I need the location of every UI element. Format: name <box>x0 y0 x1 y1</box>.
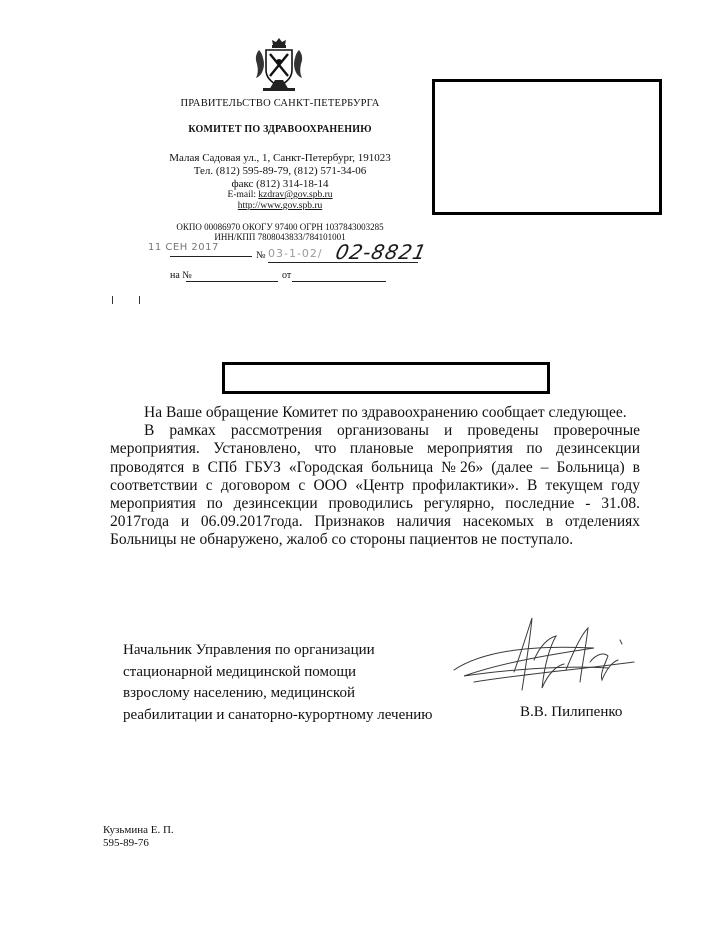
date-stamp: 11 СЕН 2017 <box>148 242 219 253</box>
email-line <box>130 190 430 200</box>
date-underline <box>170 256 252 257</box>
executor-name: Кузьмина Е. П. <box>103 824 174 836</box>
coat-of-arms-emblem <box>253 36 305 94</box>
reference-date-label: от <box>282 270 292 281</box>
phone-numbers: Тел. (812) 595-89-79, (812) 571-34-06 <box>193 165 367 177</box>
signatory-title-line: стационарной медицинской помощи <box>123 663 357 680</box>
corner-mark-left <box>112 296 113 304</box>
committee-name: КОМИТЕТ ПО ЗДРАВООХРАНЕНИЮ <box>188 124 372 135</box>
body-paragraph-1: На Ваше обращение Комитет по здравоохранению сообщает следующее. <box>144 404 627 421</box>
body-paragraph-2: В рамках рассмотрения организованы и проведены проверочные мероприятия. Установлено, что плановые мероприятия по дезинсекции проводятся в СПб ГБУЗ «Городская больница №26» (далее – Больница) в соответствии с договором с ООО «Центр профилактики». В текущем году мероприятия по дезинсекции проводились регулярно, последние - 31.08. 2017года и 06.09.2017года. Признаков наличия насекомых в отделениях Больницы не обнаружено, жалоб со стороны пациентов не поступало. <box>110 422 640 549</box>
fax-number: факс (812) 314-18-14 <box>231 178 329 190</box>
tax-codes: ИНН/КПП 7808043833/784101001 <box>214 232 346 242</box>
registration-number-label: № <box>256 250 266 261</box>
executor-phone: 595-89-76 <box>103 837 149 849</box>
reference-date-underline <box>292 281 386 282</box>
registration-underline <box>268 262 418 263</box>
redacted-subject-box <box>222 362 550 394</box>
registration-stamp-number: 03-1-02/ <box>268 247 323 260</box>
letter-body <box>110 404 640 550</box>
signatory-title-line: реабилитации и санаторно-курортному лечению <box>123 706 433 723</box>
registry-codes: ОКПО 00086970 ОКОГУ 97400 ОГРН 1037843003285 <box>176 222 384 232</box>
signatory-title <box>123 640 463 726</box>
government-name: ПРАВИТЕЛЬСТВО САНКТ-ПЕТЕРБУРГА <box>180 98 380 109</box>
reference-number-label: на № <box>170 270 192 281</box>
registration-handwritten-number: 02-8821 <box>333 240 430 264</box>
corner-mark-right <box>139 296 140 304</box>
email-link[interactable]: kzdrav@gov.spb.ru <box>258 190 333 200</box>
website-link[interactable]: http://www.gov.spb.ru <box>237 201 323 211</box>
address: Малая Садовая ул., 1, Санкт-Петербург, 191023 <box>169 152 391 164</box>
handwritten-signature <box>444 610 644 710</box>
signatory-title-line: Начальник Управления по организации <box>123 642 375 658</box>
signatory-name: В.В. Пилипенко <box>520 704 623 720</box>
redacted-addressee-box <box>432 79 662 215</box>
reference-number-underline <box>186 281 278 282</box>
email-label: E-mail: <box>227 190 259 200</box>
signatory-title-line: взрослому населению, медицинской <box>123 685 355 701</box>
